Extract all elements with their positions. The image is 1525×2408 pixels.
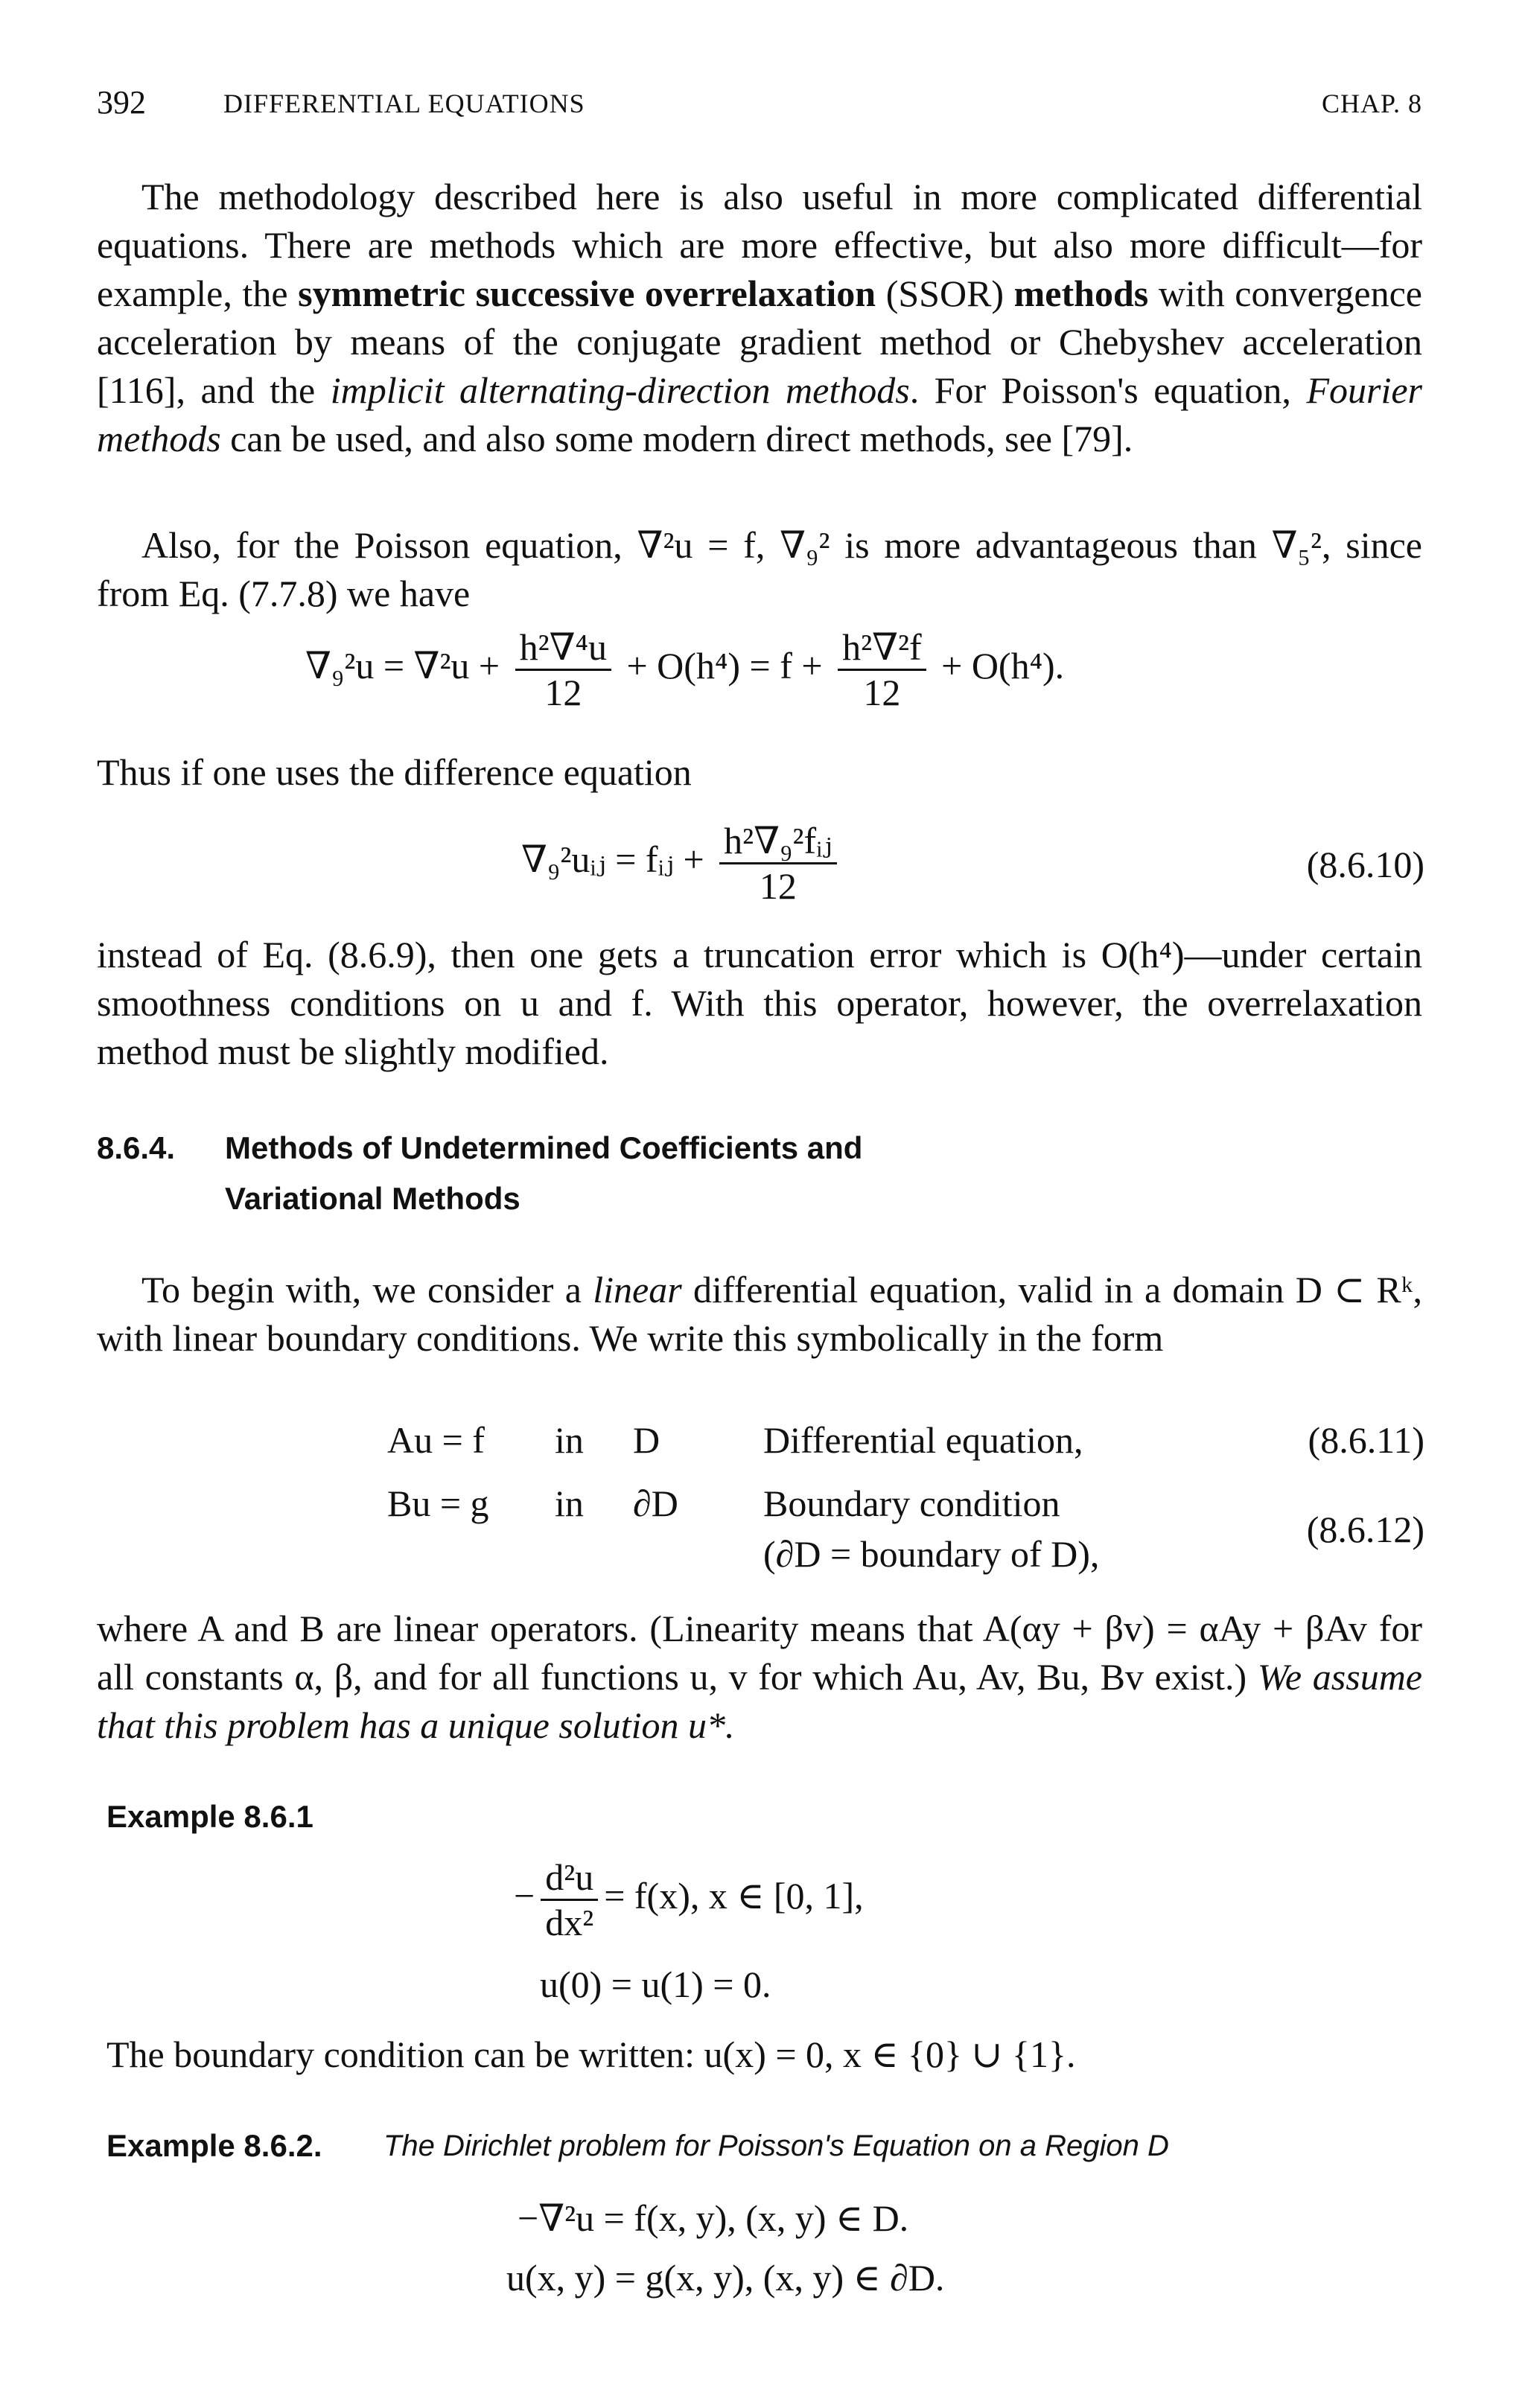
example1-note: The boundary condition can be written: u(x) = 0, x ∈ {0} ∪ {1}. [106,2033,1076,2075]
running-title: DIFFERENTIAL EQUATIONS [223,89,585,118]
bold-term: methods [1013,273,1149,314]
eq-lhs: ∇₉²u = ∇²u + [305,644,500,687]
section-title-line2: Variational Methods [225,1181,520,1216]
numerator: h²∇⁴u [515,625,611,671]
paragraph-difference-eq [97,748,1422,797]
paragraph-linear-de [97,1266,1422,1363]
denominator: 12 [759,865,797,907]
paragraph-methods [97,173,1422,463]
denominator: 12 [544,672,582,713]
system-in1: in [555,1419,584,1461]
italic-statement: We assume that this problem has a unique solution u*. [97,1656,1422,1746]
example2-boundary: u(x, y) = g(x, y), (x, y) ∈ ∂D. [506,2257,945,2299]
system-eq1: Au = f [387,1419,485,1461]
text: Also, for the Poisson equation, ∇²u = f, ∇₉² is more advantageous than ∇₅², since from Eq. (7.7.8) we have [97,524,1422,614]
eq-rest: = f(x), x ∈ [0, 1], [604,1874,864,1917]
paragraph-truncation [97,931,1422,1076]
system-eq2: Bu = g [387,1482,489,1524]
italic-term: linear [593,1269,682,1310]
page-number: 392 [97,84,146,121]
system-desc1: Differential equation, [763,1419,1083,1461]
numerator: d²u [541,1856,598,1901]
eq-lhs: ∇₉²uᵢⱼ = fᵢⱼ + [521,838,704,880]
chapter-label: CHAP. 8 [1321,89,1422,118]
paragraph-poisson [97,521,1422,618]
text: differential equation, valid in a domain D ⊂ Rᵏ, with linear boundary conditions. We write this symbolically in the form [97,1269,1422,1359]
equation-number: (8.6.12) [1306,1509,1424,1550]
eq-mid: + O(h⁴) = f + [626,644,823,687]
italic-term: implicit alternating-direction methods [330,369,910,411]
equation-number: (8.6.11) [1308,1419,1424,1461]
text: can be used, and also some modern direct methods, see [79]. [220,418,1133,459]
equation-laplacian-expansion [305,625,1064,714]
system-in2: in [555,1482,584,1524]
bold-term: symmetric successive overrelaxation [298,273,876,314]
example1-boundary: u(0) = u(1) = 0. [540,1963,771,2005]
fraction [838,625,926,714]
text: Thus if one uses the difference equation [97,751,692,793]
text: where A and B are linear operators. (Linearity means that A(αy + βv) = αAy + βAv for all constants α, β, and for all functions u, v for which Au, Av, Bu, Bv exist.) [97,1608,1422,1698]
system-desc2b: (∂D = boundary of D), [763,1533,1100,1575]
minus-sign: − [514,1874,535,1917]
italic-term: Fourier methods [97,369,1422,459]
section-number: 8.6.4. [97,1130,176,1165]
equation-8-6-10 [521,819,843,908]
equation-number: (8.6.10) [1306,844,1424,885]
numerator: h²∇₉²fᵢⱼ [719,819,836,864]
system-domain1: D [633,1419,660,1461]
text: instead of Eq. (8.6.9), then one gets a truncation error which is O(h⁴)—under certain smoothness conditions on u and f. With this operator, however, the overrelaxation method must be slightly modified. [97,934,1422,1072]
fraction [515,625,611,714]
example-label: Example 8.6.1 [106,1799,313,1834]
example2-title: The Dirichlet problem for Poisson's Equation on a Region D [383,2130,1169,2162]
numerator: h²∇²f [838,625,926,671]
section-title-line1: Methods of Undetermined Coefficients and [225,1130,863,1165]
text: . For Poisson's equation, [909,369,1307,411]
example1-equation [514,1856,864,1944]
text: (SSOR) [876,273,1014,314]
denominator: dx² [545,1902,594,1943]
fraction [541,1856,598,1944]
text: The methodology described here is also useful in more complicated differential equations. There are methods which are more effective, but also more difficult—for example, the [97,176,1422,314]
system-domain2: ∂D [633,1482,678,1524]
paragraph-linearity [97,1605,1422,1750]
denominator: 12 [863,672,901,713]
text: with convergence acceleration by means of the conjugate gradient method or Chebyshev acceleration [116], and the [97,273,1422,411]
text: To begin with, we consider a [141,1269,593,1310]
system-desc2a: Boundary condition [763,1482,1060,1524]
example-label: Example 8.6.2. [106,2128,322,2163]
fraction [719,819,836,908]
example2-equation: −∇²u = f(x, y), (x, y) ∈ D. [518,2197,909,2239]
eq-rhs: + O(h⁴). [941,644,1065,687]
